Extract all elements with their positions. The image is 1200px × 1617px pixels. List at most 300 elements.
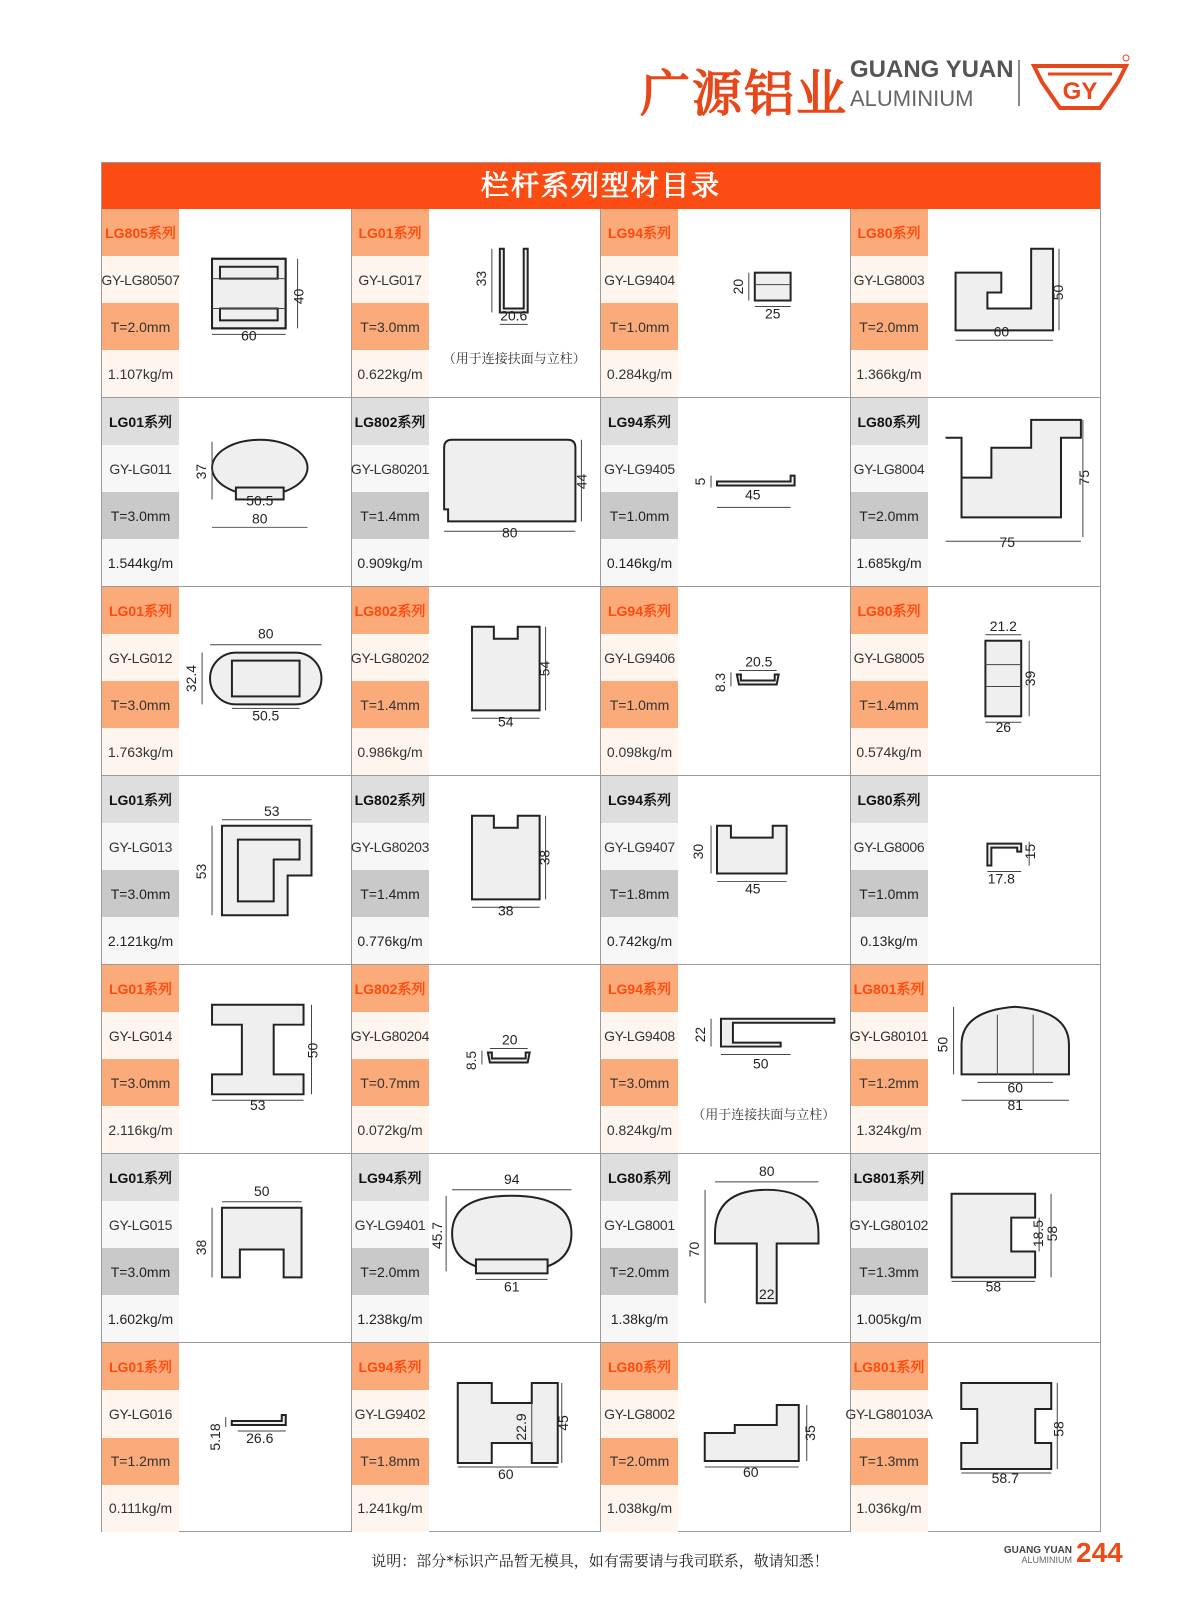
dimension-label: 58.7 (991, 1470, 1019, 1486)
product-code: GY-LG016 (102, 1390, 179, 1437)
product-code: GY-LG8005 (851, 634, 928, 681)
product-cell (102, 965, 352, 1154)
product-code: GY-LG015 (102, 1201, 179, 1248)
profile-drawing (179, 209, 351, 397)
profile-cross-section (179, 398, 351, 586)
product-thickness: T=3.0mm (102, 1059, 179, 1106)
profile-drawing (928, 587, 1101, 775)
product-thickness: T=1.3mm (851, 1438, 928, 1485)
product-code: GY-LG80203 (352, 823, 429, 870)
product-info (851, 776, 928, 964)
product-weight: 0.986kg/m (352, 728, 429, 775)
product-info (601, 965, 678, 1153)
profile-cross-section (678, 1343, 850, 1532)
product-weight: 1.366kg/m (851, 350, 928, 397)
profile-cross-section (429, 1343, 601, 1532)
brand-name-en-2: ALUMINIUM (850, 86, 974, 111)
page-number: 244 (1076, 1537, 1123, 1568)
profile-drawing (678, 776, 850, 964)
product-cell (851, 587, 1101, 776)
product-series: LG80系列 (601, 1343, 678, 1390)
profile-drawing (429, 1154, 601, 1342)
dimension-label: 22 (692, 1026, 709, 1043)
product-thickness: T=2.0mm (851, 492, 928, 539)
product-series: LG01系列 (102, 587, 179, 634)
product-series: LG94系列 (601, 965, 678, 1012)
product-thickness: T=2.0mm (851, 303, 928, 350)
profile-drawing (429, 965, 601, 1153)
product-info (352, 965, 429, 1153)
dimension-label: 58 (1043, 1225, 1060, 1242)
dimension-label: 21.2 (989, 617, 1017, 634)
product-cell (352, 587, 602, 776)
product-series: LG802系列 (352, 776, 429, 823)
product-code: GY-LG9407 (601, 823, 678, 870)
dimension-label: 38 (536, 849, 553, 866)
product-thickness: T=1.2mm (102, 1438, 179, 1485)
product-cell (352, 1154, 602, 1343)
dimension-label: 50 (934, 1036, 951, 1053)
brand-logo-icon (1030, 52, 1130, 114)
product-cell (102, 1154, 352, 1343)
dimension-label: 60 (241, 327, 257, 344)
dimension-label: 50 (304, 1042, 321, 1059)
product-info (102, 209, 179, 397)
product-series: LG94系列 (601, 776, 678, 823)
product-series: LG801系列 (851, 965, 928, 1012)
product-thickness: T=2.0mm (352, 1248, 429, 1295)
product-weight: 0.072kg/m (352, 1106, 429, 1153)
product-info (601, 209, 678, 397)
dimension-label: 80 (252, 510, 268, 527)
profile-cross-section (928, 209, 1101, 397)
profile-cross-section (678, 776, 850, 964)
product-cell (851, 776, 1101, 965)
product-code: GY-LG8002 (601, 1390, 678, 1437)
dimension-label: 50.5 (252, 707, 280, 724)
dimension-label: 50.5 (246, 492, 274, 509)
dimension-label: 20.5 (745, 653, 773, 670)
usage-note: （用于连接扶面与立柱） (442, 352, 586, 367)
dimension-label: 60 (993, 323, 1009, 340)
profile-drawing (429, 1343, 601, 1532)
product-cell (352, 398, 602, 587)
product-info (352, 209, 429, 397)
dimension-label: 20 (501, 1031, 518, 1048)
product-thickness: T=1.2mm (851, 1059, 928, 1106)
dimension-label: 60 (1007, 1079, 1023, 1096)
product-weight: 1.005kg/m (851, 1295, 928, 1342)
brand-logo-text: GY (1062, 78, 1098, 105)
product-code: GY-LG80103A (851, 1390, 928, 1437)
product-weight: 0.622kg/m (352, 350, 429, 397)
product-series: LG801系列 (851, 1154, 928, 1201)
product-weight: 0.742kg/m (601, 917, 678, 964)
product-series: LG94系列 (352, 1154, 429, 1201)
product-weight: 1.324kg/m (851, 1106, 928, 1153)
dimension-label: 20 (729, 278, 746, 295)
product-weight: 2.121kg/m (102, 917, 179, 964)
product-cell (601, 209, 851, 398)
footer-brand (1000, 1545, 1072, 1566)
product-cell (102, 587, 352, 776)
product-cell (601, 965, 851, 1154)
profile-drawing (678, 587, 850, 775)
product-cell (352, 965, 602, 1154)
profile-cross-section (179, 1154, 351, 1342)
product-info (352, 587, 429, 775)
product-weight: 0.13kg/m (851, 917, 928, 964)
dimension-label: 70 (686, 1241, 703, 1258)
catalog-table (101, 162, 1101, 1532)
dimension-label: 26 (995, 719, 1011, 736)
product-cell (851, 1154, 1101, 1343)
profile-drawing (429, 776, 601, 964)
product-thickness: T=2.0mm (601, 1438, 678, 1485)
profile-drawing (928, 776, 1101, 964)
profile-drawing (928, 1343, 1101, 1532)
product-cell (102, 209, 352, 398)
product-cell (352, 1343, 602, 1532)
dimension-label: 45 (745, 486, 761, 503)
product-code: GY-LG8003 (851, 256, 928, 303)
profile-drawing (429, 587, 601, 775)
product-thickness: T=1.3mm (851, 1248, 928, 1295)
dimension-label: 32.4 (183, 664, 200, 693)
profile-drawing (429, 398, 601, 586)
product-thickness: T=2.0mm (102, 303, 179, 350)
profile-cross-section (928, 587, 1101, 775)
dimension-label: 58 (1049, 1421, 1066, 1437)
dimension-label: 39 (1021, 670, 1038, 687)
product-weight: 0.284kg/m (601, 350, 678, 397)
product-series: LG01系列 (352, 209, 429, 256)
dimension-label: 15 (1021, 843, 1038, 860)
product-cell (601, 587, 851, 776)
profile-drawing (928, 398, 1101, 586)
dimension-label: 8.5 (462, 1050, 479, 1071)
dimension-label: 26.6 (246, 1430, 274, 1446)
product-weight: 1.036kg/m (851, 1485, 928, 1532)
product-thickness: T=0.7mm (352, 1059, 429, 1106)
product-weight: 2.116kg/m (102, 1106, 179, 1153)
product-thickness: T=3.0mm (352, 303, 429, 350)
product-thickness: T=1.4mm (851, 681, 928, 728)
product-series: LG801系列 (851, 1343, 928, 1390)
product-info (102, 1154, 179, 1342)
dimension-label: 60 (742, 1464, 759, 1480)
brand-divider (1018, 60, 1020, 106)
product-series: LG80系列 (851, 209, 928, 256)
profile-drawing (179, 776, 351, 964)
product-code: GY-LG9406 (601, 634, 678, 681)
product-weight: 0.098kg/m (601, 728, 678, 775)
product-series: LG94系列 (601, 209, 678, 256)
product-thickness: T=1.8mm (352, 1438, 429, 1485)
product-thickness: T=3.0mm (601, 1059, 678, 1106)
brand-name-cn: 广源铝业 (640, 65, 848, 123)
product-info (601, 776, 678, 964)
profile-drawing (179, 398, 351, 586)
footer-brand-1: GUANG YUAN (1003, 1545, 1072, 1556)
product-code: GY-LG80202 (352, 634, 429, 681)
profile-cross-section (429, 398, 601, 586)
brand-name-en-1: GUANG YUAN (850, 56, 1014, 83)
product-info (102, 965, 179, 1153)
product-info (851, 398, 928, 586)
dimension-label: 44 (572, 473, 589, 490)
profile-cross-section (678, 1154, 850, 1342)
product-thickness: T=3.0mm (102, 870, 179, 917)
product-info (601, 1343, 678, 1532)
product-cell (851, 209, 1101, 398)
product-info (352, 398, 429, 586)
dimension-label: 75 (1075, 469, 1092, 486)
product-thickness: T=3.0mm (102, 1248, 179, 1295)
product-code: GY-LG011 (102, 445, 179, 492)
dimension-label: 50 (1049, 284, 1066, 301)
product-thickness: T=2.0mm (601, 1248, 678, 1295)
product-cell (851, 965, 1101, 1154)
dimension-label: 80 (758, 1162, 775, 1179)
profile-cross-section (179, 209, 351, 397)
profile-cross-section (928, 1343, 1101, 1532)
product-cell (601, 776, 851, 965)
profile-cross-section (429, 776, 601, 964)
product-series: LG80系列 (851, 776, 928, 823)
footer-note: 说明：部分*标识产品暂无模具，如有需要请与我司联系，敬请知悉！ (371, 1552, 829, 1570)
product-cell (102, 776, 352, 965)
dimension-label: 5 (692, 477, 709, 486)
product-series: LG94系列 (601, 587, 678, 634)
product-weight: 0.909kg/m (352, 539, 429, 586)
profile-cross-section (179, 1343, 351, 1532)
product-code: GY-LG8001 (601, 1201, 678, 1248)
product-cell (352, 776, 602, 965)
product-code: GY-LG80102 (851, 1201, 928, 1248)
profile-drawing (179, 1343, 351, 1532)
product-series: LG80系列 (601, 1154, 678, 1201)
brand-header (640, 48, 1130, 123)
profile-cross-section (928, 776, 1101, 964)
dimension-label: 22 (758, 1286, 775, 1303)
product-weight: 0.111kg/m (102, 1485, 179, 1532)
product-code: GY-LG9402 (352, 1390, 429, 1437)
product-cell (601, 1343, 851, 1532)
product-cell (601, 1154, 851, 1343)
product-weight: 0.574kg/m (851, 728, 928, 775)
product-code: GY-LG9401 (352, 1201, 429, 1248)
product-cell (352, 209, 602, 398)
profile-cross-section (678, 965, 850, 1153)
dimension-label: 45 (745, 880, 761, 897)
profile-drawing (928, 965, 1101, 1153)
product-cell (102, 1343, 352, 1532)
product-weight: 1.685kg/m (851, 539, 928, 586)
dimension-label: 35 (801, 1425, 818, 1441)
profile-cross-section (429, 965, 601, 1153)
profile-cross-section (179, 776, 351, 964)
product-code: GY-LG013 (102, 823, 179, 870)
profile-drawing (179, 965, 351, 1153)
profile-drawing (928, 1154, 1101, 1342)
product-weight: 1.544kg/m (102, 539, 179, 586)
profile-drawing (179, 1154, 351, 1342)
product-info (601, 587, 678, 775)
product-info (352, 776, 429, 964)
product-code: GY-LG9405 (601, 445, 678, 492)
product-cell (601, 398, 851, 587)
dimension-label: 22.9 (512, 1413, 529, 1441)
dimension-label: 25 (764, 305, 781, 322)
product-thickness: T=3.0mm (102, 492, 179, 539)
dimension-label: 75 (999, 534, 1015, 551)
dimension-label: 81 (1007, 1097, 1023, 1114)
dimension-label: 80 (501, 524, 518, 541)
product-series: LG01系列 (102, 1343, 179, 1390)
product-thickness: T=1.4mm (352, 492, 429, 539)
product-code: GY-LG80204 (352, 1012, 429, 1059)
product-thickness: T=1.4mm (352, 870, 429, 917)
dimension-label: 54 (536, 660, 553, 677)
product-thickness: T=1.0mm (601, 681, 678, 728)
catalog-title: 栏杆系列型材目录 (102, 163, 1100, 209)
product-code: GY-LG80101 (851, 1012, 928, 1059)
product-series: LG01系列 (102, 776, 179, 823)
dimension-label: 18.5 (1029, 1220, 1046, 1248)
dimension-label: 20.6 (499, 307, 527, 324)
product-weight: 1.763kg/m (102, 728, 179, 775)
product-info (851, 965, 928, 1153)
product-series: LG01系列 (102, 398, 179, 445)
profile-drawing (678, 1343, 850, 1532)
product-weight: 1.107kg/m (102, 350, 179, 397)
profile-cross-section (429, 209, 601, 397)
product-code: GY-LG014 (102, 1012, 179, 1059)
profile-cross-section (678, 209, 850, 397)
product-series: LG01系列 (102, 1154, 179, 1201)
dimension-label: 50 (753, 1055, 769, 1072)
profile-drawing (678, 1154, 850, 1342)
product-code: GY-LG9404 (601, 256, 678, 303)
product-series: LG01系列 (102, 965, 179, 1012)
dimension-label: 53 (193, 863, 210, 880)
product-info (851, 209, 928, 397)
product-thickness: T=1.0mm (851, 870, 928, 917)
product-info (352, 1154, 429, 1342)
profile-cross-section (928, 398, 1101, 586)
dimension-label: 5.18 (206, 1423, 223, 1451)
dimension-label: 45.7 (428, 1222, 445, 1250)
product-cell (851, 398, 1101, 587)
dimension-label: 40 (290, 288, 307, 305)
usage-note: （用于连接扶面与立柱） (692, 1108, 836, 1123)
profile-cross-section (678, 398, 850, 586)
product-info (102, 776, 179, 964)
dimension-label: 45 (554, 1415, 571, 1431)
dimension-label: 53 (263, 802, 280, 819)
profile-drawing (678, 398, 850, 586)
dimension-label: 38 (193, 1239, 210, 1256)
product-code: GY-LG017 (352, 256, 429, 303)
profile-cross-section (179, 587, 351, 775)
dimension-label: 94 (503, 1170, 520, 1187)
product-series: LG94系列 (352, 1343, 429, 1390)
profile-cross-section (928, 1154, 1101, 1342)
dimension-label: 50 (254, 1182, 270, 1199)
product-info (845, 1343, 933, 1532)
profile-drawing (678, 965, 850, 1153)
product-code: GY-LG012 (102, 634, 179, 681)
product-weight: 1.38kg/m (601, 1295, 678, 1342)
product-weight: 0.824kg/m (601, 1106, 678, 1153)
product-code: GY-LG8006 (851, 823, 928, 870)
product-info (601, 1154, 678, 1342)
product-series: LG802系列 (352, 398, 429, 445)
profile-drawing (928, 209, 1101, 397)
dimension-label: 30 (690, 843, 707, 860)
product-weight: 0.146kg/m (601, 539, 678, 586)
product-code: GY-LG9408 (601, 1012, 678, 1059)
product-info (102, 587, 179, 775)
product-series: LG802系列 (352, 965, 429, 1012)
product-series: LG805系列 (102, 209, 179, 256)
profile-cross-section (179, 965, 351, 1153)
product-series: LG802系列 (352, 587, 429, 634)
product-thickness: T=1.4mm (352, 681, 429, 728)
profile-cross-section (429, 1154, 601, 1342)
product-info (851, 1154, 928, 1342)
product-thickness: T=1.8mm (601, 870, 678, 917)
product-code: GY-LG80507 (102, 256, 179, 303)
footer-brand-2: ALUMINIUM (1021, 1555, 1072, 1565)
product-thickness: T=1.0mm (601, 492, 678, 539)
profile-drawing (179, 587, 351, 775)
dimension-label: 37 (193, 463, 210, 480)
dimension-label: 8.3 (711, 672, 728, 693)
product-info (102, 1343, 179, 1532)
profile-drawing (678, 209, 850, 397)
dimension-label: 54 (497, 713, 514, 730)
product-info (352, 1343, 429, 1532)
product-series: LG94系列 (601, 398, 678, 445)
product-info (601, 398, 678, 586)
product-info (851, 587, 928, 775)
product-weight: 1.238kg/m (352, 1295, 429, 1342)
product-thickness: T=1.0mm (601, 303, 678, 350)
dimension-label: 38 (497, 902, 514, 919)
dimension-label: 53 (250, 1097, 266, 1114)
profile-cross-section (429, 587, 601, 775)
profile-cross-section (678, 587, 850, 775)
dimension-label: 80 (258, 625, 274, 642)
product-cell (102, 398, 352, 587)
dimension-label: 58 (985, 1278, 1001, 1295)
product-cell (845, 1343, 1101, 1532)
catalog-grid (102, 209, 1100, 1532)
product-code: GY-LG8004 (851, 445, 928, 492)
dimension-label: 17.8 (987, 870, 1015, 887)
product-weight: 0.776kg/m (352, 917, 429, 964)
profile-drawing (429, 209, 601, 397)
dimension-label: 33 (472, 270, 489, 287)
product-weight: 1.038kg/m (601, 1485, 678, 1532)
product-weight: 1.241kg/m (352, 1485, 429, 1532)
product-code: GY-LG80201 (352, 445, 429, 492)
dimension-label: 60 (497, 1466, 514, 1482)
dimension-label: 61 (503, 1278, 520, 1295)
product-thickness: T=3.0mm (102, 681, 179, 728)
